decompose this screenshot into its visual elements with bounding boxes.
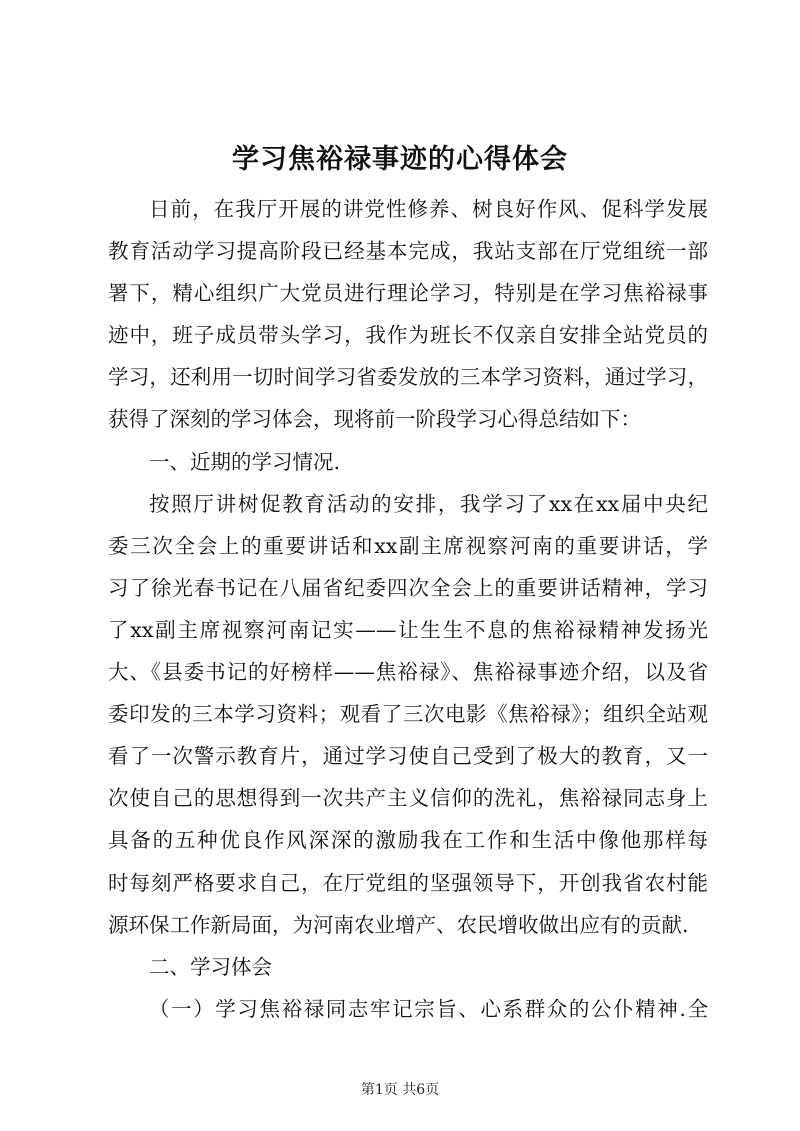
paragraph-intro bbox=[108, 188, 708, 441]
text-line: 署下，精心组织广大党员进行理论学习，特别是在学习焦裕禄事 bbox=[108, 281, 708, 306]
text-line: 委三次全会上的重要讲话和xx副主席视察河南的重要讲话，学 bbox=[108, 533, 708, 558]
text-line: 具备的五种优良作风深深的激励我在工作和生活中像他那样每 bbox=[108, 828, 708, 853]
text-line: （一）学习焦裕禄同志牢记宗旨、心系群众的公仆精神.全 bbox=[149, 996, 708, 1021]
text-line: 大、《县委书记的好榜样——焦裕禄》、焦裕禄事迹介绍，以及省 bbox=[108, 660, 708, 685]
paragraph-study-situation bbox=[108, 483, 708, 946]
page-number-footer: 第1页 共6页 bbox=[360, 1082, 440, 1098]
section-heading-2 bbox=[108, 946, 708, 988]
text-line: 源环保工作新局面，为河南农业增产、农民增收做出应有的贡献. bbox=[108, 912, 689, 937]
text-line: 日前，在我厅开展的讲党性修养、树良好作风、促科学发展 bbox=[149, 197, 708, 221]
text-line: 获得了深刻的学习体会，现将前一阶段学习心得总结如下： bbox=[108, 407, 641, 432]
text-line: 二、学习体会 bbox=[149, 954, 272, 979]
text-line: 一、近期的学习情况. bbox=[149, 449, 341, 474]
text-line: 次使自己的思想得到一次共产主义信仰的洗礼，焦裕禄同志身上 bbox=[108, 786, 708, 811]
text-line: 教育活动学习提高阶段已经基本完成，我站支部在厅党组统一部 bbox=[108, 239, 708, 264]
text-line: 委印发的三本学习资料；观看了三次电影《焦裕禄》；组织全站观 bbox=[108, 702, 708, 727]
paragraph-subsection-1 bbox=[108, 988, 708, 1030]
text-line: 迹中，班子成员带头学习，我作为班长不仅亲自安排全站党员的 bbox=[108, 323, 708, 348]
section-heading-1 bbox=[108, 441, 708, 483]
document-title: 学习焦裕禄事迹的心得体会 bbox=[232, 144, 568, 175]
text-line: 时每刻严格要求自己，在厅党组的坚强领导下，开创我省农村能 bbox=[108, 870, 708, 895]
text-line: 习了徐光春书记在八届省纪委四次全会上的重要讲话精神，学习 bbox=[108, 575, 708, 600]
text-line: 了xx副主席视察河南记实——让生生不息的焦裕禄精神发扬光 bbox=[108, 617, 708, 642]
document-body bbox=[108, 188, 708, 1030]
text-line: 学习，还利用一切时间学习省委发放的三本学习资料，通过学习， bbox=[108, 365, 708, 390]
text-line: 看了一次警示教育片，通过学习使自己受到了极大的教育，又一 bbox=[108, 744, 708, 769]
text-line: 按照厅讲树促教育活动的安排，我学习了xx在xx届中央纪 bbox=[149, 491, 708, 516]
